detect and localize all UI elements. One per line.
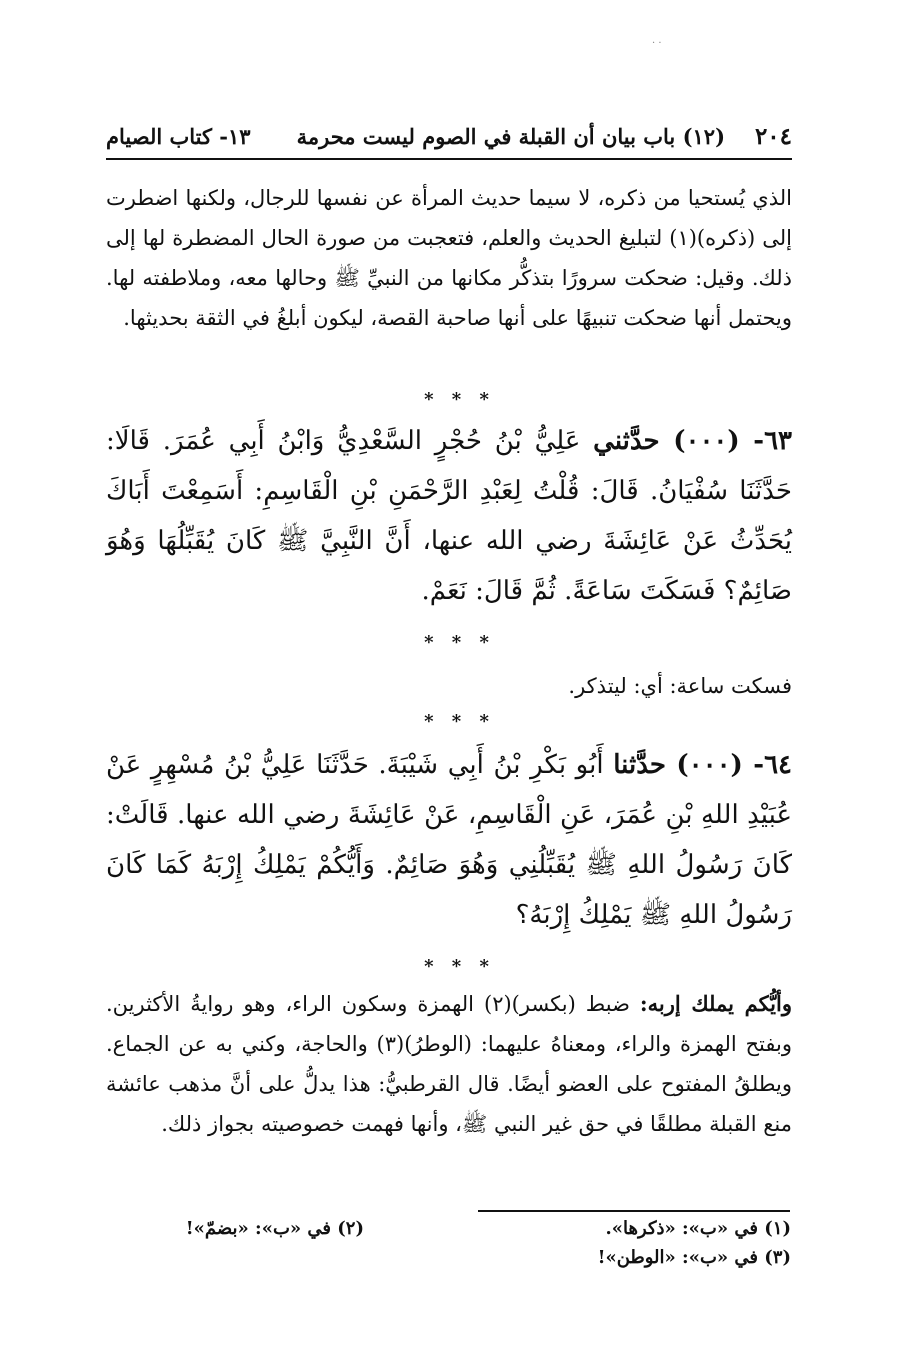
hadith-64-text: أَبُو بَكْرِ بْنُ أَبِي شَيْبَةَ. حَدَّثَنَا عَلِيُّ بْنُ مُسْهِرٍ عَنْ عُبَيْدِ اللهِ بْنِ عُمَرَ، عَنِ الْقَاسِمِ، عَنْ عَائِشَةَ رضي الله عنها. قَالَتْ: كَانَ رَسُولُ اللهِ ﷺ يُقَبِّلُنِي وَهُوَ صَائِمٌ. وَأَيُّكُمْ يَمْلِكُ إِرْبَهُ كَمَا كَانَ رَسُولُ اللهِ ﷺ يَمْلِكُ إِرْبَهُ؟ [106,750,792,930]
separator-2: * * * [424,632,495,653]
commentary-lead: وأيُّكم يملك إربه: [639,991,793,1016]
chapter-title: (١٢) باب بيان أن القبلة في الصوم ليست محرمة [296,123,726,149]
hadith-63-number: ٦٣- (٠٠٠) حدَّثني [593,426,792,456]
hadith-63-text: عَلِيُّ بْنُ حُجْرٍ السَّعْدِيُّ وَابْنُ أَبِي عُمَرَ. قَالَا: حَدَّثَنَا سُفْيَانُ. قَالَ: قُلْتُ لِعَبْدِ الرَّحْمَنِ بْنِ الْقَاسِمِ: أَسَمِعْتَ أَبَاكَ يُحَدِّثُ عَنْ عَائِشَةَ رضي الله عنها، أَنَّ النَّبِيَّ ﷺ كَانَ يُقَبِّلُهَا وَهُوَ صَائِمٌ؟ فَسَكَتَ سَاعَةً. ثُمَّ قَالَ: نَعَمْ. [106,426,792,606]
hadith-63 [106,416,792,616]
separator-1: * * * [424,389,495,410]
page-number: ٢٠٤ [754,122,792,150]
separator-4: * * * [424,956,495,977]
hadith-64-number: ٦٤- (٠٠٠) حدَّثنا [613,750,792,780]
separator-3: * * * [424,711,495,732]
footnote-3: (٣) في «ب»: «الوطن»! [597,1247,791,1268]
commentary-text: ضبط (بكسر)(٢) الهمزة وسكون الراء، وهو روايةُ الأكثرين. وبفتح الهمزة والراء، ومعناهُ عليهما: (الوطرُ)(٣) والحاجة، وكني به عن الجماع. ويطلقُ المفتوح على العضو أيضًا. قال القرطبيُّ: هذا يدلُّ على أنَّ مذهب عائشة منع القبلة مطلقًا في حق غير النبي ﷺ، وأنها فهمت خصوصيته بجواز ذلك. [106,992,792,1136]
header-titles [106,124,725,149]
running-header [106,118,792,154]
book-title: ١٣- كتاب الصيام [106,123,251,149]
header-rule [106,158,792,160]
hadith-64 [106,740,792,940]
commentary [106,984,792,1144]
paragraph-continuation: الذي يُستحيا من ذكره، لا سيما حديث المرأة عن نفسها للرجال، ولكنها اضطرت إلى (ذكره)(١) لتبليغ الحديث والعلم، فتعجبت من صورة الحال المضطرة لها إلى ذلك. وقيل: ضحكت سرورًا بتذكُّر مكانها من النبيِّ ﷺ وحالها معه، وملاطفته لها. ويحتمل أنها ضحكت تنبيهًا على أنها صاحبة القصة، ليكون أبلغُ في الثقة بحديثها. [106,186,792,330]
footnote-rule [478,1210,790,1212]
footnote-1: (١) في «ب»: «ذكرها». [605,1218,791,1239]
footnote-2: (٢) في «ب»: «بضمّ»! [185,1218,364,1239]
comment-63: فسكت ساعة: أي: ليتذكر. [568,674,792,698]
scan-mark: · · [652,38,662,49]
